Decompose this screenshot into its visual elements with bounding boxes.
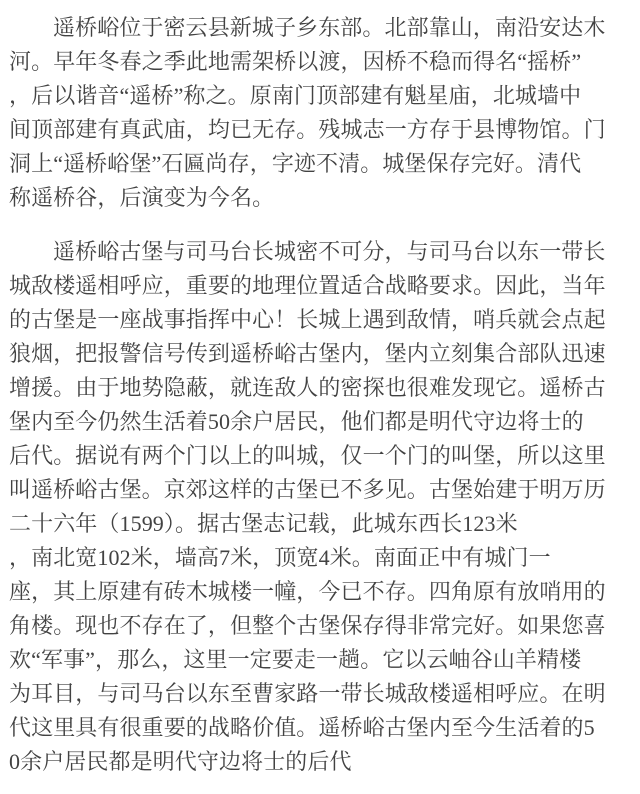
text-line: 增援。由于地势隐蔽，就连敌人的密探也很难发现它。遥桥古: [9, 375, 606, 400]
text-line: 欢“军事”，那么，这里一定要走一趟。它以云岫谷山羊精楼: [9, 647, 582, 672]
text-line: 叫遥桥峪古堡。京郊这样的古堡已不多见。古堡始建于明万历: [9, 477, 606, 502]
text-line: 堡内至今仍然生活着50余户居民，他们都是明代守边将士的: [9, 409, 584, 434]
paragraph-intro: [9, 11, 634, 215]
text-line: 间顶部建有真武庙，均已无存。残城志一方存于县博物馆。门: [9, 117, 606, 142]
text-line: 城敌楼遥相呼应，重要的地理位置适合战略要求。因此，当年: [9, 273, 606, 298]
text-line: 座，其上原建有砖木城楼一幢，今已不存。四角原有放哨用的: [9, 579, 606, 604]
text-line: 河。早年冬春之季此地需架桥以渡，因桥不稳而得名“摇桥”: [9, 49, 582, 74]
text-line: 0余户居民都是明代守边将士的后代: [9, 749, 352, 774]
paragraph-fortress-history: [9, 235, 634, 779]
text-line: 的古堡是一座战事指挥中心！长城上遇到敌情，哨兵就会点起: [9, 307, 606, 332]
text-line: ，后以谐音“遥桥”称之。原南门顶部建有魁星庙，北城墙中: [9, 83, 582, 108]
text-line: 遥桥峪古堡与司马台长城密不可分，与司马台以东一带长: [53, 239, 606, 264]
text-line: 为耳目，与司马台以东至曹家路一带长城敌楼遥相呼应。在明: [9, 681, 606, 706]
text-line: 二十六年（1599）。据古堡志记载，此城东西长123米: [9, 511, 518, 536]
text-line: ，南北宽102米，墙高7米，顶宽4米。南面正中有城门一: [9, 545, 551, 570]
text-line: 洞上“遥桥峪堡”石匾尚存，字迹不清。城堡保存完好。清代: [9, 151, 582, 176]
text-line: 后代。据说有两个门以上的叫城，仅一个门的叫堡，所以这里: [9, 443, 606, 468]
text-line: 称遥桥谷，后演变为今名。: [9, 185, 275, 210]
text-line: 狼烟，把报警信号传到遥桥峪古堡内，堡内立刻集合部队迅速: [9, 341, 606, 366]
text-line: 角楼。现也不存在了，但整个古堡保存得非常完好。如果您喜: [9, 613, 606, 638]
text-line: 遥桥峪位于密云县新城子乡东部。北部靠山，南沿安达木: [53, 15, 606, 40]
text-line: 代这里具有很重要的战略价值。遥桥峪古堡内至今生活着的5: [9, 715, 595, 740]
